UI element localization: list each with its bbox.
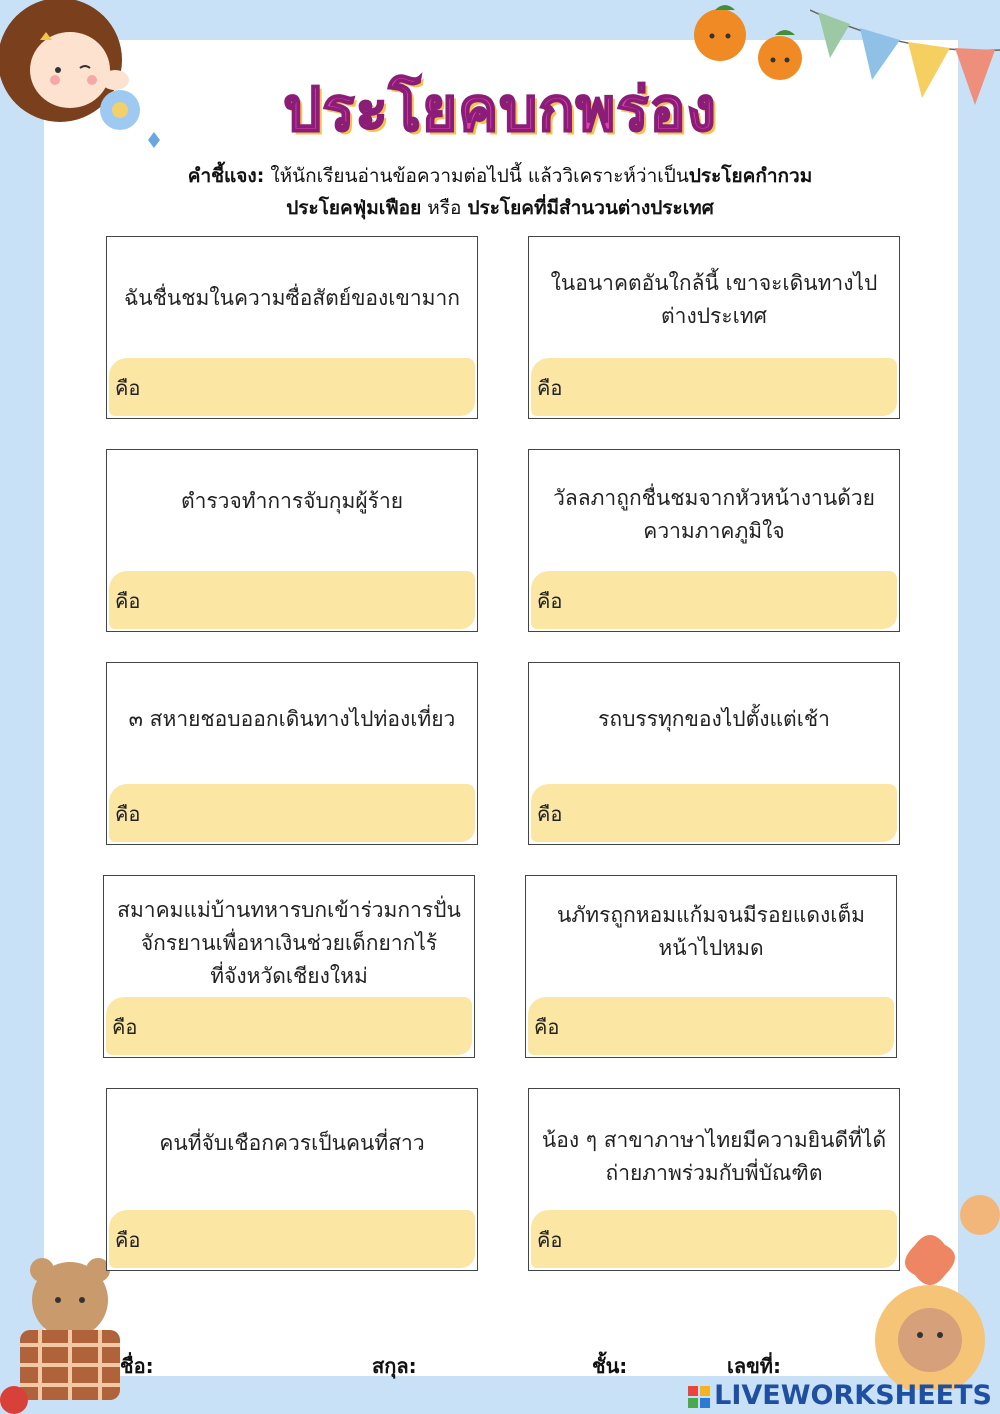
question-text-line2: ถ่ายภาพร่วมกับพี่บัณฑิต — [605, 1161, 823, 1185]
name-label: ชื่อ: — [120, 1354, 154, 1378]
question-text: ตำรวจทำการจับกุมผู้ร้าย — [180, 489, 404, 513]
question-text: วัลลภาถูกชื่นชมจากหัวหน้างานด้วย — [553, 486, 875, 510]
question-text: ฉันชื่นชมในความซื่อสัตย์ของเขามาก — [124, 286, 460, 310]
question-text-line2: ต่างประเทศ — [661, 304, 767, 328]
answer-field[interactable] — [106, 997, 472, 1055]
brand-name: LIVEWORKSHEETS — [714, 1380, 992, 1411]
surname-label: สกุล: — [372, 1354, 417, 1378]
question-text: สมาคมแม่บ้านทหารบกเข้าร่วมการปั่น — [117, 898, 461, 922]
instructions-text: ให้นักเรียนอ่านข้อความต่อไปนี้ แล้ววิเคราะห์ว่าเป็น — [264, 165, 689, 187]
question-text: ในอนาคตอันใกล้นี้ เขาจะเดินทางไป — [550, 271, 878, 295]
answer-prefix: คือ — [115, 1228, 141, 1252]
question-text: คนที่จับเชือกควรเป็นคนที่สาว — [159, 1131, 425, 1155]
answer-prefix: คือ — [534, 1015, 560, 1039]
answer-field[interactable] — [531, 571, 897, 629]
question-card-5 — [106, 662, 478, 845]
answer-prefix: คือ — [115, 376, 141, 400]
question-card-3 — [106, 449, 478, 632]
question-text: รถบรรทุกของไปตั้งแต่เช้า — [598, 707, 830, 731]
question-text: น้อง ๆ สาขาภาษาไทยมีความยินดีที่ได้ — [541, 1128, 887, 1152]
answer-field[interactable] — [531, 1210, 897, 1268]
question-card-4 — [528, 449, 900, 632]
instructions-label: คำชี้แจง: — [187, 165, 265, 187]
answer-prefix: คือ — [537, 1228, 563, 1252]
answer-prefix: คือ — [537, 802, 563, 826]
question-text: นภัทรถูกหอมแก้มจนมีรอยแดงเต็ม — [557, 903, 865, 927]
page-title: ประโยคบกพร่อง — [283, 75, 717, 145]
question-card-6 — [528, 662, 900, 845]
bear-picnic-illustration — [0, 1250, 130, 1414]
question-text: ๓ สหายชอบออกเดินทางไปท่องเที่ยว — [128, 707, 456, 731]
question-text-line2: จักรยานเพื่อหาเงินช่วยเด็กยากไร้ — [140, 931, 438, 955]
answer-field[interactable] — [109, 358, 475, 416]
answer-prefix: คือ — [537, 589, 563, 613]
instructions-or: หรือ — [421, 197, 468, 219]
answer-field[interactable] — [109, 784, 475, 842]
answer-field[interactable] — [109, 571, 475, 629]
question-card-1 — [106, 236, 478, 419]
question-card-9 — [106, 1088, 478, 1271]
answer-prefix: คือ — [537, 376, 563, 400]
question-text-line3: ที่จังหวัดเชียงใหม่ — [210, 964, 368, 988]
question-text-line2: ความภาคภูมิใจ — [643, 519, 785, 543]
type-foreign-idiom: ประโยคที่มีสำนวนต่างประเทศ — [467, 197, 714, 219]
class-label: ชั้น: — [592, 1354, 628, 1378]
question-card-8 — [525, 875, 897, 1058]
answer-field[interactable] — [531, 358, 897, 416]
answer-prefix: คือ — [115, 802, 141, 826]
liveworksheets-icon — [688, 1386, 710, 1408]
answer-field[interactable] — [109, 1210, 475, 1268]
type-redundant: ประโยคฟุ่มเฟือย — [286, 197, 422, 219]
answer-field[interactable] — [531, 784, 897, 842]
instructions — [60, 160, 940, 224]
question-card-10 — [528, 1088, 900, 1271]
type-ambiguous: ประโยคกำกวม — [688, 165, 813, 187]
answer-prefix: คือ — [115, 589, 141, 613]
question-text-line2: หน้าไปหมด — [658, 936, 764, 960]
question-card-2 — [528, 236, 900, 419]
number-label: เลขที่: — [727, 1354, 781, 1378]
question-card-7 — [103, 875, 475, 1058]
liveworksheets-logo — [688, 1380, 992, 1411]
answer-prefix: คือ — [112, 1015, 138, 1039]
answer-field[interactable] — [528, 997, 894, 1055]
